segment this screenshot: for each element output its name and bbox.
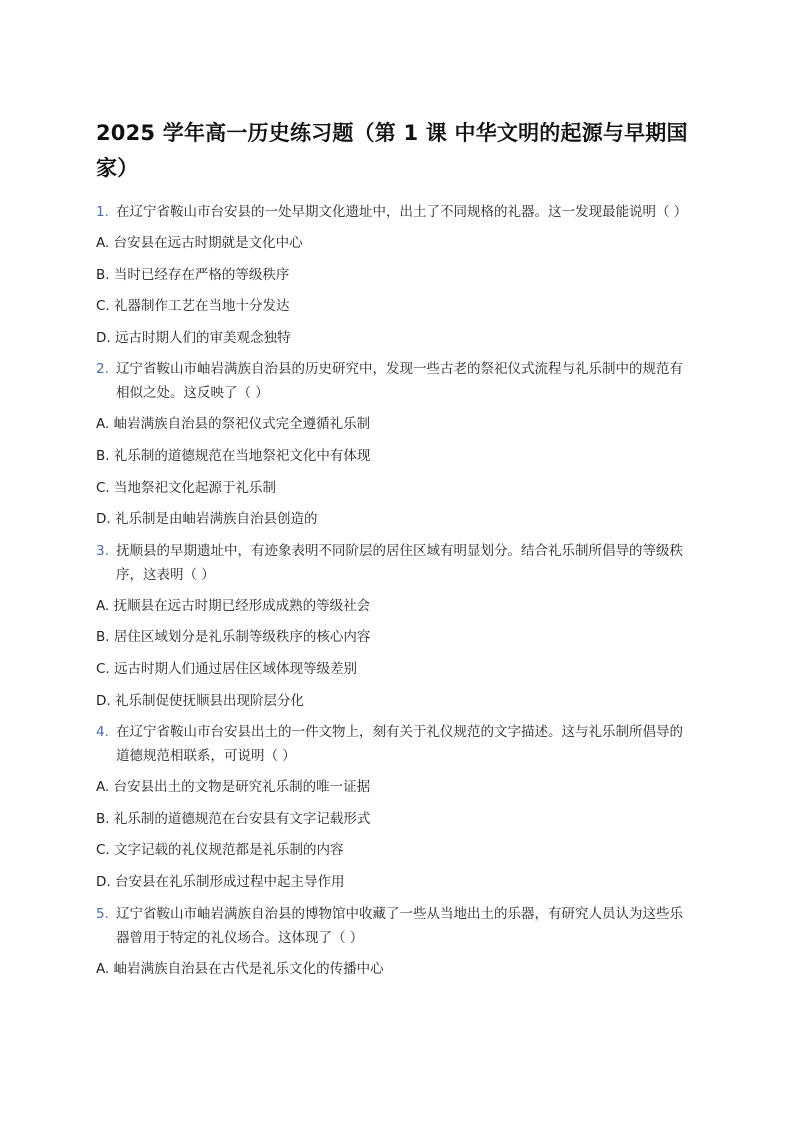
question-text: 辽宁省鞍山市岫岩满族自治县的历史研究中，发现一些古老的祭祀仪式流程与礼乐制中的规范有相似之处。这反映了（ ） (116, 361, 683, 402)
answer-option-d: D. 远古时期人们的审美观念独特 (96, 329, 291, 346)
question-stem (96, 539, 696, 587)
question-stem (96, 357, 696, 405)
answer-option-d: D. 礼乐制是由岫岩满族自治县创造的 (96, 511, 318, 528)
answer-option-c: C. 礼器制作工艺在当地十分发达 (96, 298, 290, 315)
answer-option-b: B. 当时已经存在严格的等级秩序 (96, 266, 290, 283)
answer-option-b: B. 居住区域划分是礼乐制等级秩序的核心内容 (96, 629, 371, 646)
answer-option-c: C. 文字记载的礼仪规范都是礼乐制的内容 (96, 842, 344, 859)
answer-option-c: C. 当地祭祀文化起源于礼乐制 (96, 479, 277, 496)
answer-option-a: A. 岫岩满族自治县在古代是礼乐文化的传播中心 (96, 960, 384, 977)
answer-option-a: A. 台安县在远古时期就是文化中心 (96, 235, 303, 251)
question-block-5 (96, 902, 696, 981)
question-number: 1. (96, 204, 109, 220)
answer-option-a: A. 抚顺县在远古时期已经形成成熟的等级社会 (96, 597, 371, 614)
document-page (96, 116, 696, 988)
answer-option-c: C. 远古时期人们通过居住区域体现等级差别 (96, 660, 358, 677)
question-text: 抚顺县的早期遗址中，有迹象表明不同阶层的居住区域有明显划分。结合礼乐制所倡导的等级秩序，这表明（ ） (116, 542, 683, 583)
document-title: 2025 学年高一历史练习题（第 1 课 中华文明的起源与早期国家） (96, 121, 688, 180)
answer-option-d: D. 礼乐制促使抚顺县出现阶层分化 (96, 692, 304, 709)
answer-option-b: B. 礼乐制的道德规范在当地祭祀文化中有体现 (96, 447, 371, 464)
question-text: 在辽宁省鞍山市台安县出土的一件文物上，刻有关于礼仪规范的文字描述。这与礼乐制所倡导的道德规范相联系，可说明（ ） (116, 724, 683, 765)
question-block-4 (96, 720, 696, 894)
answer-option-b: B. 礼乐制的道德规范在台安县有文字记载形式 (96, 810, 371, 827)
question-stem (96, 902, 696, 950)
question-block-2 (96, 357, 696, 531)
question-number: 4. (96, 724, 109, 741)
question-text: 辽宁省鞍山市岫岩满族自治县的博物馆中收藏了一些从当地出土的乐器，有研究人员认为这些乐器曾用于特定的礼仪场合。这体现了（ ） (116, 905, 683, 946)
question-number: 2. (96, 361, 109, 378)
question-text: 在辽宁省鞍山市台安县的一处早期文化遗址中，出土了不同规格的礼器。这一发现最能说明（ ） (116, 204, 688, 220)
answer-option-a: A. 台安县出土的文物是研究礼乐制的唯一证据 (96, 779, 371, 796)
answer-option-d: D. 台安县在礼乐制形成过程中起主导作用 (96, 873, 345, 890)
question-block-1 (96, 200, 696, 350)
question-stem (96, 720, 696, 768)
question-stem (96, 200, 696, 224)
answer-option-a: A. 岫岩满族自治县的祭祀仪式完全遵循礼乐制 (96, 416, 371, 433)
question-number: 5. (96, 905, 109, 922)
question-block-3 (96, 539, 696, 713)
question-number: 3. (96, 542, 109, 559)
